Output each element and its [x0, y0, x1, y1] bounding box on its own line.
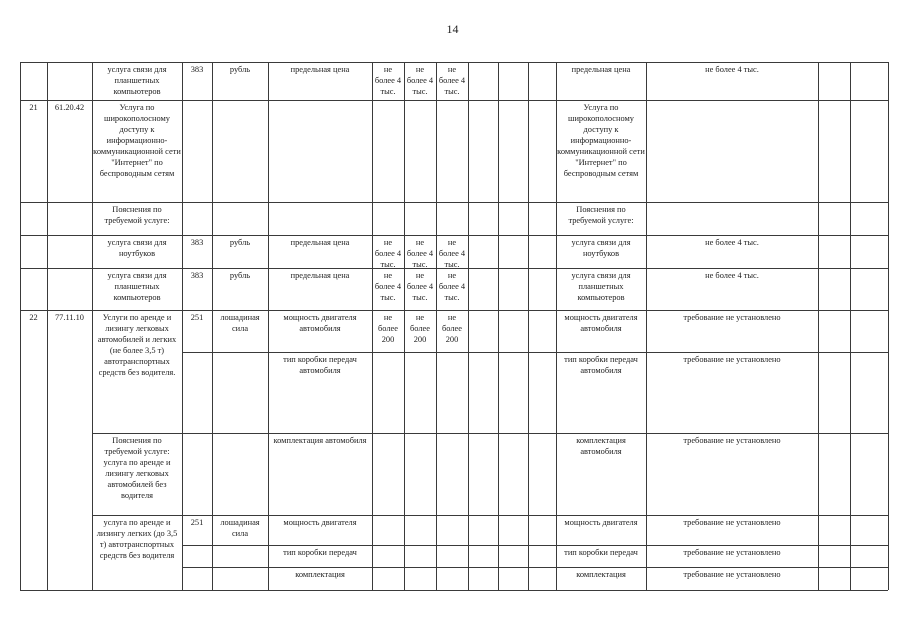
table-vertical-line [182, 62, 183, 310]
table-vertical-line [888, 62, 889, 310]
unit-name: рубль [229, 238, 251, 247]
okpd-code [47, 268, 92, 310]
unit-name: лошадиная сила [220, 313, 260, 333]
service-name: Услуги по аренде и лизингу легковых автомобилей и легких (не более 3,5 т) автотранспортных средств без водителя. [97, 313, 177, 377]
row-number [20, 268, 47, 310]
table-vertical-line [372, 62, 373, 310]
table-vertical-line [92, 62, 93, 310]
service-name: Пояснения по требуемой услуге: [104, 205, 170, 225]
table-vertical-line [404, 62, 405, 310]
okei-code: 383 [190, 65, 204, 74]
requirement-value [646, 100, 818, 202]
row-number [20, 62, 47, 100]
table-vertical-line [47, 62, 48, 310]
characteristic-2: услуга связи для ноутбуков [571, 238, 631, 258]
value-2: не более 4 тыс. [406, 271, 434, 302]
explanation: Пояснения по требуемой услуге: услуга по аренде и лизингу легковых автомобилей без водителя [103, 436, 171, 500]
table-vertical-line [556, 62, 557, 310]
characteristic: комплектация [295, 570, 345, 579]
okpd-code: 77.11.10 [54, 313, 84, 322]
service-name: услуга связи для планшетных компьютеров [107, 65, 167, 96]
page-number: 14 [446, 22, 459, 36]
unit-name: рубль [229, 271, 251, 280]
table-vertical-line [818, 62, 819, 310]
requirement-value [646, 202, 818, 235]
table-vertical-line [888, 310, 889, 590]
characteristic-2: комплектация [576, 570, 626, 579]
row-number: 22 [29, 313, 38, 322]
requirement-value: не более 4 тыс. [705, 65, 759, 74]
characteristic: предельная цена [290, 65, 350, 74]
table-vertical-line [268, 62, 269, 310]
service-name: услуга связи для планшетных компьютеров [107, 271, 167, 302]
value-1: не более 4 тыс. [374, 65, 402, 96]
okpd-code [47, 235, 92, 268]
table-vertical-line [212, 62, 213, 310]
service-name: услуга связи для ноутбуков [107, 238, 167, 258]
value-1: не более 4 тыс. [374, 271, 402, 302]
table-horizontal-line [20, 268, 888, 269]
value-2: не более 200 [410, 313, 430, 344]
characteristic-2: комплектация автомобиля [576, 436, 626, 456]
requirement-value: не более 4 тыс. [705, 238, 759, 247]
requirement-value: требование не установлено [683, 313, 781, 322]
value-1: не более 4 тыс. [374, 238, 402, 268]
unit-name: лошадиная сила [220, 518, 260, 538]
table-horizontal-line [20, 235, 888, 236]
unit-name: рубль [229, 65, 251, 74]
characteristic: предельная цена [290, 238, 350, 247]
service-name: услуга по аренде и лизингу легких (до 3,5 т) автотранспортных средств без водителя [96, 518, 178, 560]
okei-code: 383 [190, 271, 204, 280]
value-3: не более 4 тыс. [438, 238, 466, 268]
requirement-value: требование не установлено [683, 436, 781, 445]
characteristic-2: тип коробки передач [564, 548, 638, 557]
unit-name [212, 202, 268, 235]
okei-code: 251 [190, 313, 204, 322]
table-horizontal-line [20, 100, 888, 101]
characteristic-2: услуга связи для планшетных компьютеров [571, 271, 631, 302]
table-vertical-line [436, 62, 437, 310]
characteristic: мощность двигателя автомобиля [283, 313, 357, 333]
okei-code: 383 [190, 238, 204, 247]
value-2 [404, 202, 436, 235]
characteristic: комплектация автомобиля [273, 436, 367, 445]
okei-code [182, 100, 212, 202]
characteristic: тип коробки передач автомобиля [283, 355, 357, 375]
okei-code [182, 202, 212, 235]
row-number: 21 [29, 103, 38, 112]
characteristic-2: Услуга по широкополосному доступу к информационно-коммуникационной сети "Интернет" по беспроводным сетям [557, 103, 645, 178]
value-2 [404, 100, 436, 202]
characteristic-2: мощность двигателя [564, 518, 638, 527]
table-horizontal-line [20, 590, 888, 591]
characteristic: мощность двигателя [283, 518, 357, 527]
characteristic-2: Пояснения по требуемой услуге: [568, 205, 634, 225]
okpd-code [47, 202, 92, 235]
characteristic: тип коробки передач [283, 548, 357, 557]
value-1 [372, 100, 404, 202]
value-3 [436, 202, 468, 235]
requirement-value: требование не установлено [683, 570, 781, 579]
okpd-code [47, 62, 92, 100]
table-vertical-line [498, 62, 499, 310]
requirement-value: требование не установлено [683, 355, 781, 364]
characteristic-2: тип коробки передач автомобиля [564, 355, 638, 375]
value-1 [372, 202, 404, 235]
requirement-value: требование не установлено [683, 548, 781, 557]
value-2: не более 4 тыс. [406, 238, 434, 268]
table-vertical-line [646, 62, 647, 310]
characteristic [268, 202, 372, 235]
table-vertical-line [20, 62, 21, 310]
okpd-code: 61.20.42 [54, 103, 85, 112]
requirement-value: требование не установлено [683, 518, 781, 527]
table-horizontal-line [20, 202, 888, 203]
service-name: Услуга по широкополосному доступу к информационно-коммуникационной сети "Интернет" по беспроводным сетям [93, 103, 181, 178]
table-vertical-line [468, 62, 469, 310]
table-vertical-line [528, 62, 529, 310]
okei-code: 251 [190, 518, 204, 527]
value-3 [436, 100, 468, 202]
value-2: не более 4 тыс. [406, 65, 434, 96]
row-number [20, 235, 47, 268]
characteristic-2: мощность двигателя автомобиля [564, 313, 638, 333]
value-3: не более 4 тыс. [438, 65, 466, 96]
table-horizontal-line [20, 62, 888, 63]
characteristic-2: предельная цена [571, 65, 631, 74]
value-3: не более 4 тыс. [438, 271, 466, 302]
characteristic: предельная цена [290, 271, 350, 280]
value-1: не более 200 [378, 313, 398, 344]
unit-name [212, 100, 268, 202]
requirement-value: не более 4 тыс. [705, 271, 759, 280]
characteristic [268, 100, 372, 202]
value-3: не более 200 [442, 313, 462, 344]
row-number [20, 202, 47, 235]
table-vertical-line [850, 62, 851, 310]
